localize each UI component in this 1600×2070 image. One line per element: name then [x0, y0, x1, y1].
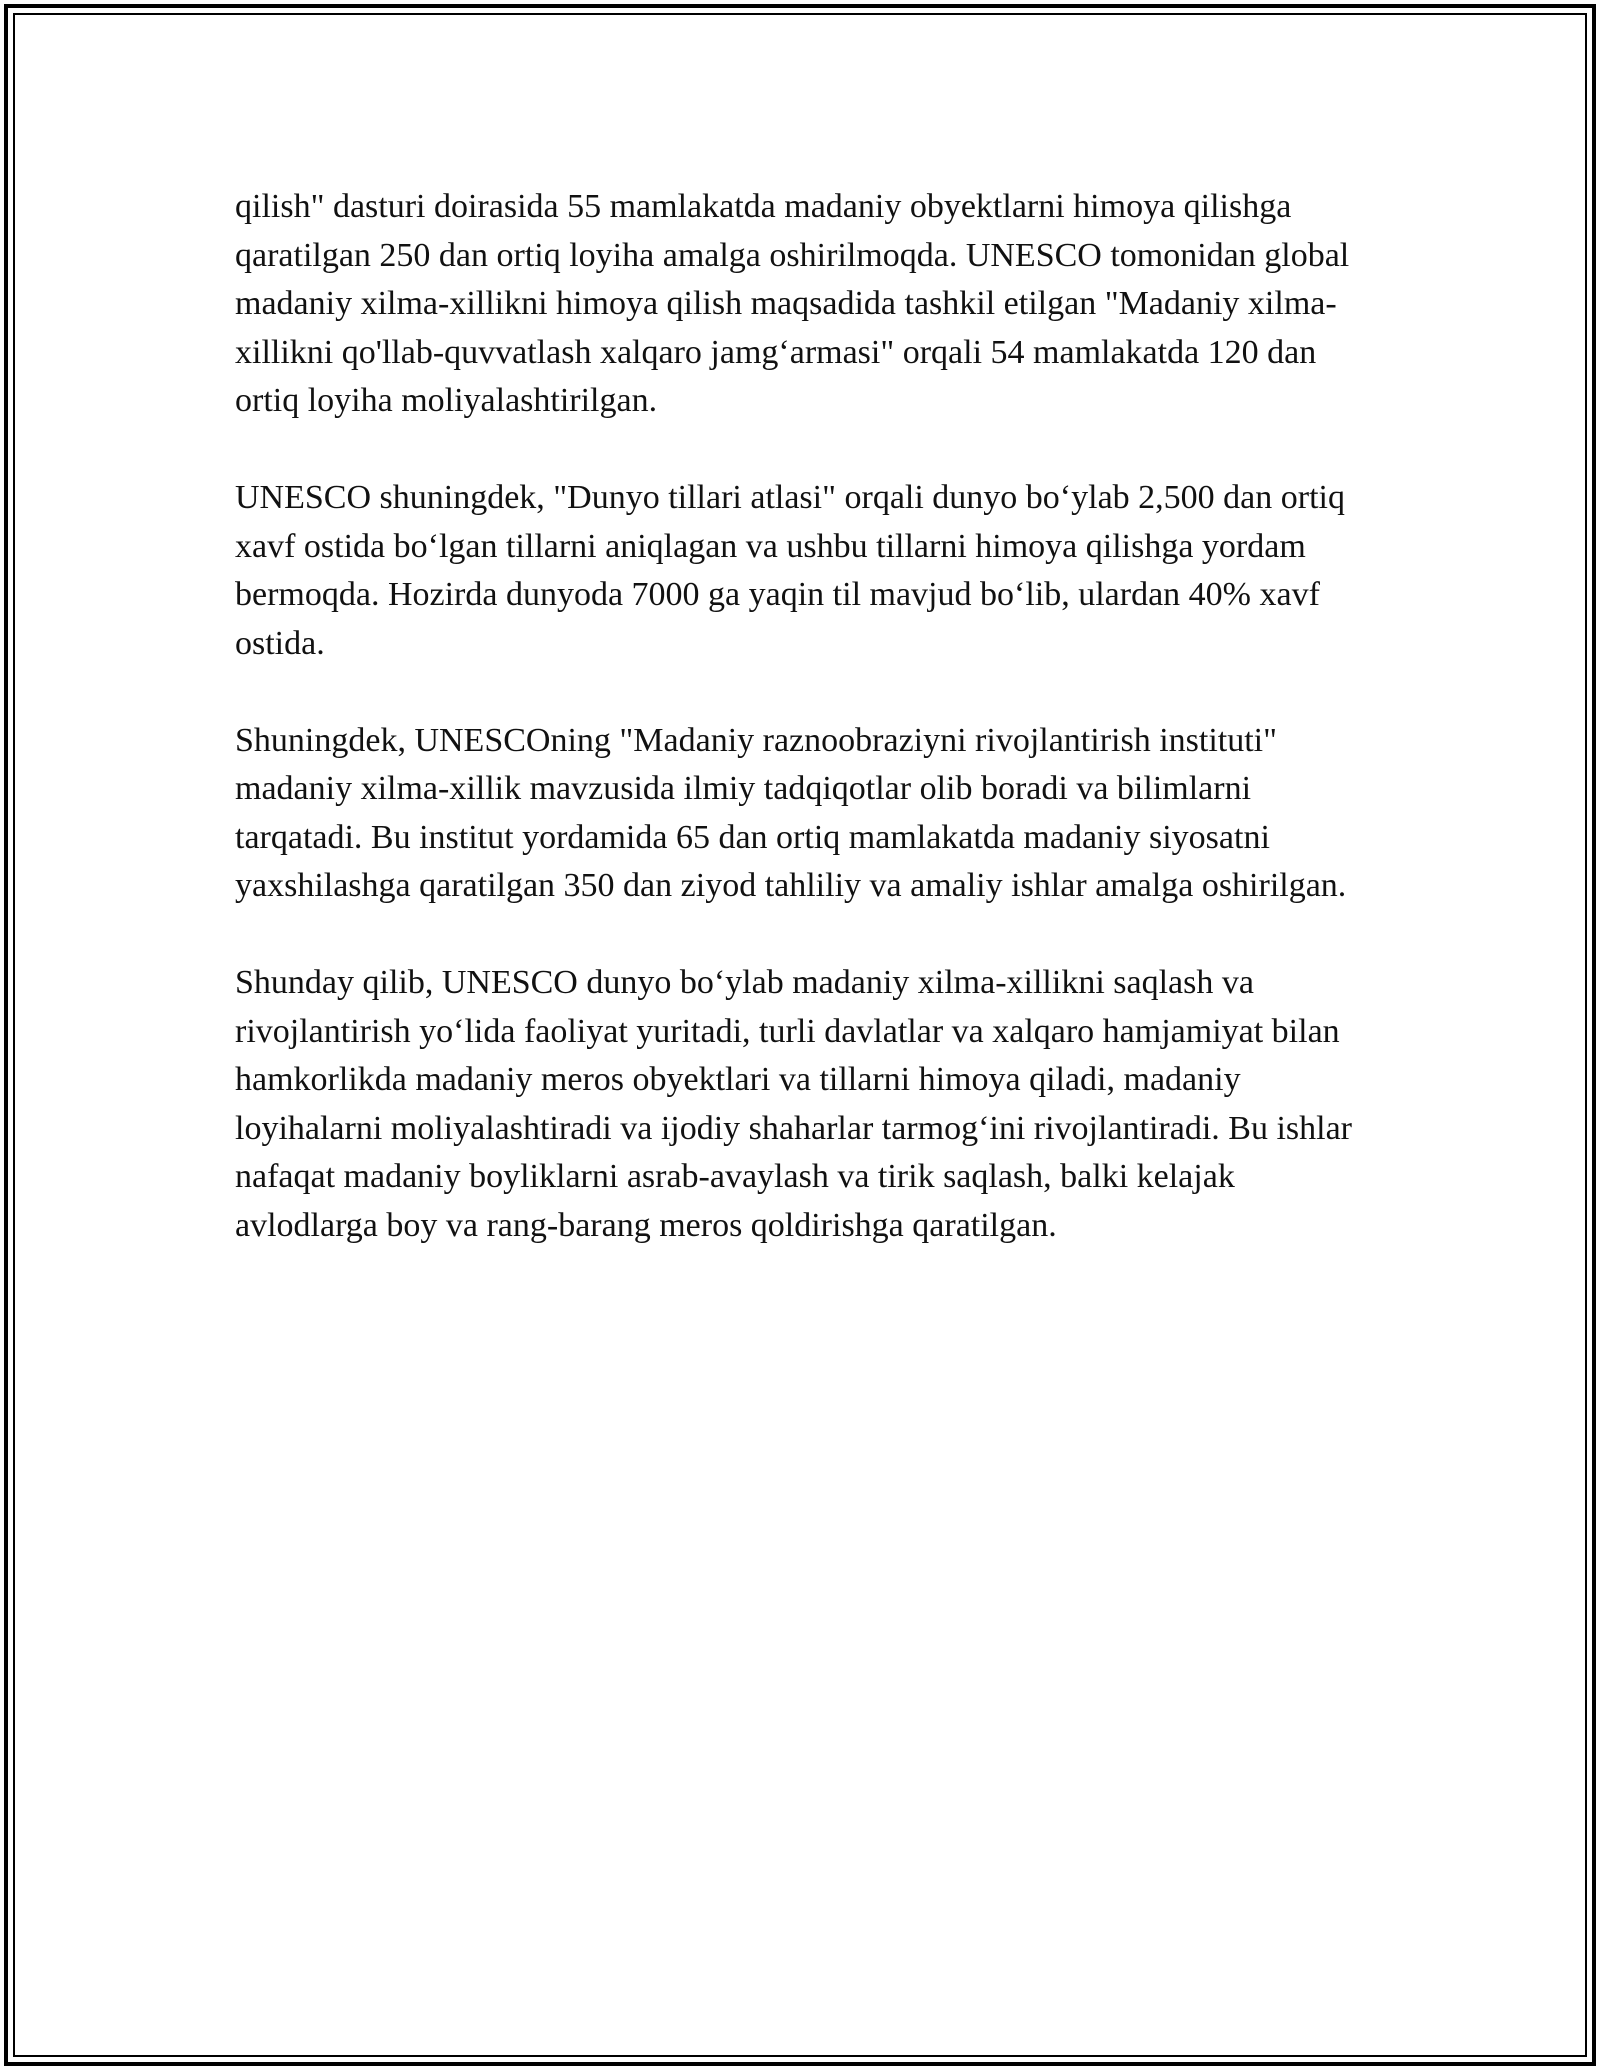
document-body — [235, 183, 1380, 1299]
paragraph-1: qilish" dasturi doirasida 55 mamlakatda madaniy obyektlarni himoya qilishga qaratilgan 250 dan ortiq loyiha amalga oshirilmoqda. UNESCO tomonidan global madaniy xilma-xillikni himoya qilish maqsadida tashkil etilgan "Madaniy xilma-xillikni qo'llab-quvvatlash xalqaro jamg‘armasi" orqali 54 mamlakatda 120 dan ortiq loyiha moliyalashtirilgan. — [235, 188, 1350, 419]
paragraph-4: Shunday qilib, UNESCO dunyo bo‘ylab madaniy xilma-xillikni saqlash va rivojlantirish yo‘lida faoliyat yuritadi, turli davlatlar va xalqaro hamjamiyat bilan hamkorlikda madaniy meros obyektlari va tillarni himoya qiladi, madaniy loyihalarni moliyalashtiradi va ijodiy shaharlar tarmog‘ini rivojlantiradi. Bu ishlar nafaqat madaniy boyliklarni asrab-avaylash va tirik saqlash, balki kelajak avlodlarga boy va rang-barang meros qoldirishga qaratilgan. — [235, 964, 1353, 1244]
paragraph-2: UNESCO shuningdek, "Dunyo tillari atlasi" orqali dunyo bo‘ylab 2,500 dan ortiq xavf ostida bo‘lgan tillarni aniqlagan va ushbu tillarni himoya qilishga yordam bermoqda. Hozirda dunyoda 7000 ga yaqin til mavjud bo‘lib, ulardan 40% xavf ostida. — [235, 479, 1345, 662]
paragraph-3: Shuningdek, UNESCOning "Madaniy raznoobraziyni rivojlantirish instituti" madaniy xilma-xillik mavzusida ilmiy tadqiqotlar olib boradi va bilimlarni tarqatadi. Bu institut yordamida 65 dan ortiq mamlakatda madaniy siyosatni yaxshilashga qaratilgan 350 dan ziyod tahliliy va amaliy ishlar amalga oshirilgan. — [235, 721, 1347, 904]
